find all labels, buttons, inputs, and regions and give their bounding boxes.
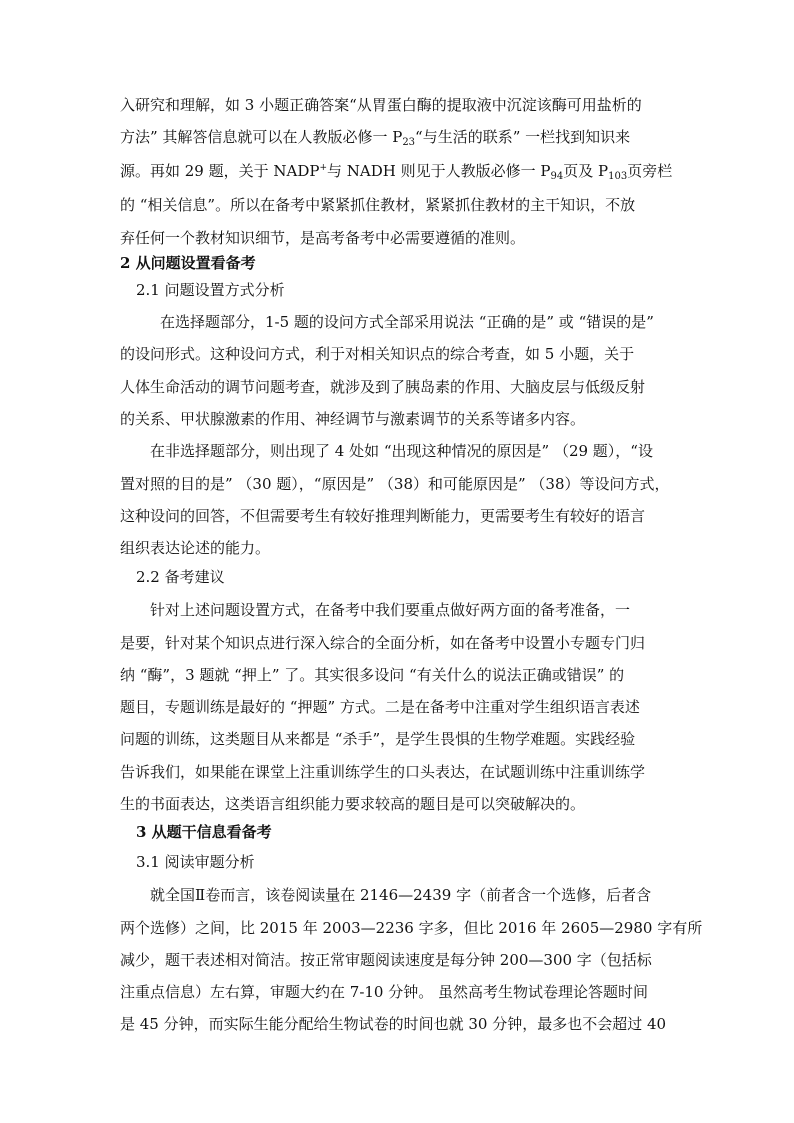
paragraph-line: 两个选修）之间，比 2015 年 2003—2236 字多，但比 2016 年 2605—2980 字有所: [120, 919, 703, 937]
paragraph-line: 组织表达论述的能力。: [120, 539, 271, 557]
paragraph-line: [120, 161, 680, 181]
paragraph-line: 的设问形式。这种设问方式，利于对相关知识点的综合考查，如 5 小题，关于: [120, 345, 635, 363]
paragraph-line: 问题的训练，这类题目从来都是 “杀手”，是学生畏惧的生物学难题。实践经验: [120, 730, 636, 748]
subscript: 94: [550, 171, 564, 182]
subscript: 23: [402, 137, 416, 148]
superscript: +: [319, 163, 328, 173]
paragraph-line: 人体生命活动的调节问题考查，就涉及到了胰岛素的作用、大脑皮层与低级反射: [120, 378, 646, 396]
paragraph-line: 减少，题干表述相对简洁。按正常审题阅读速度是每分钟 200—300 字（包括标: [120, 951, 652, 969]
paragraph-line: 就全国Ⅱ卷而言，该卷阅读量在 2146—2439 字（前者含一个选修，后者含: [150, 886, 652, 904]
text-run: “与生活的联系” 一栏找到知识来: [415, 128, 631, 146]
section-heading: 2 从问题设置看备考: [120, 254, 256, 272]
paragraph-line: 入研究和理解，如 3 小题正确答案“从胃蛋白酶的提取液中沉淀该酶可用盐析的: [120, 96, 642, 114]
section-heading: 3 从题干信息看备考: [136, 823, 272, 841]
paragraph-line: 在非选择题部分，则出现了 4 处如 “出现这种情况的原因是” （29 题），“设: [150, 442, 653, 460]
paragraph-line: 在选择题部分，1-5 题的设问方式全部采用说法 “正确的是” 或 “错误的是”: [160, 313, 654, 331]
subscript: 103: [608, 171, 628, 182]
paragraph-line: [120, 127, 680, 147]
paragraph-line: 纳 “酶”，3 题就 “押上” 了。其实很多设问 “有关什么的说法正确或错误” 的: [120, 666, 625, 684]
subsection-heading: 2.2 备考建议: [136, 568, 225, 586]
paragraph-line: 置对照的目的是” （30 题），“原因是” （38）和可能原因是” （38）等设问方式，: [120, 475, 670, 493]
paragraph-line: 针对上述问题设置方式，在备考中我们要重点做好两方面的备考准备，一: [150, 601, 631, 619]
paragraph-line: 弃任何一个教材知识细节，是高考备考中必需要遵循的准则。: [120, 229, 526, 247]
text-run: 方法” 其解答信息就可以在人教版必修一 P: [120, 128, 403, 146]
text-run: 源。再如 29 题，关于 NADP: [120, 162, 320, 180]
paragraph-line: 是要，针对某个知识点进行深入综合的全面分析，如在备考中设置小专题专门归: [120, 634, 646, 652]
text-run: 页及 P: [563, 162, 609, 180]
paragraph-line: 的关系、甲状腺激素的作用、神经调节与激素调节的关系等诸多内容。: [120, 410, 586, 428]
paragraph-line: 生的书面表达，这类语言组织能力要求较高的题目是可以突破解决的。: [120, 795, 586, 813]
subsection-heading: 2.1 问题设置方式分析: [136, 281, 285, 299]
paragraph-line: 是 45 分钟，而实际生能分配给生物试卷的时间也就 30 分钟，最多也不会超过 40: [120, 1015, 667, 1033]
text-run: 页旁栏: [627, 162, 673, 180]
paragraph-line: 告诉我们，如果能在课堂上注重训练学生的口头表达，在试题训练中注重训练学: [120, 763, 646, 781]
paragraph-line: 的 “相关信息”。所以在备考中紧紧抓住教材，紧紧抓住教材的主干知识，不放: [120, 196, 636, 214]
subsection-heading: 3.1 阅读审题分析: [136, 853, 255, 871]
paragraph-line: 注重点信息）左右算，审题大约在 7-10 分钟。 虽然高考生物试卷理论答题时间: [120, 983, 649, 1001]
paragraph-line: 题目，专题训练是最好的 “押题” 方式。二是在备考中注重对学生组织语言表述: [120, 698, 640, 716]
text-run: 与 NADH 则见于人教版必修一 P: [327, 162, 551, 180]
paragraph-line: 这种设问的回答，不但需要考生有较好推理判断能力，更需要考生有较好的语言: [120, 507, 646, 525]
